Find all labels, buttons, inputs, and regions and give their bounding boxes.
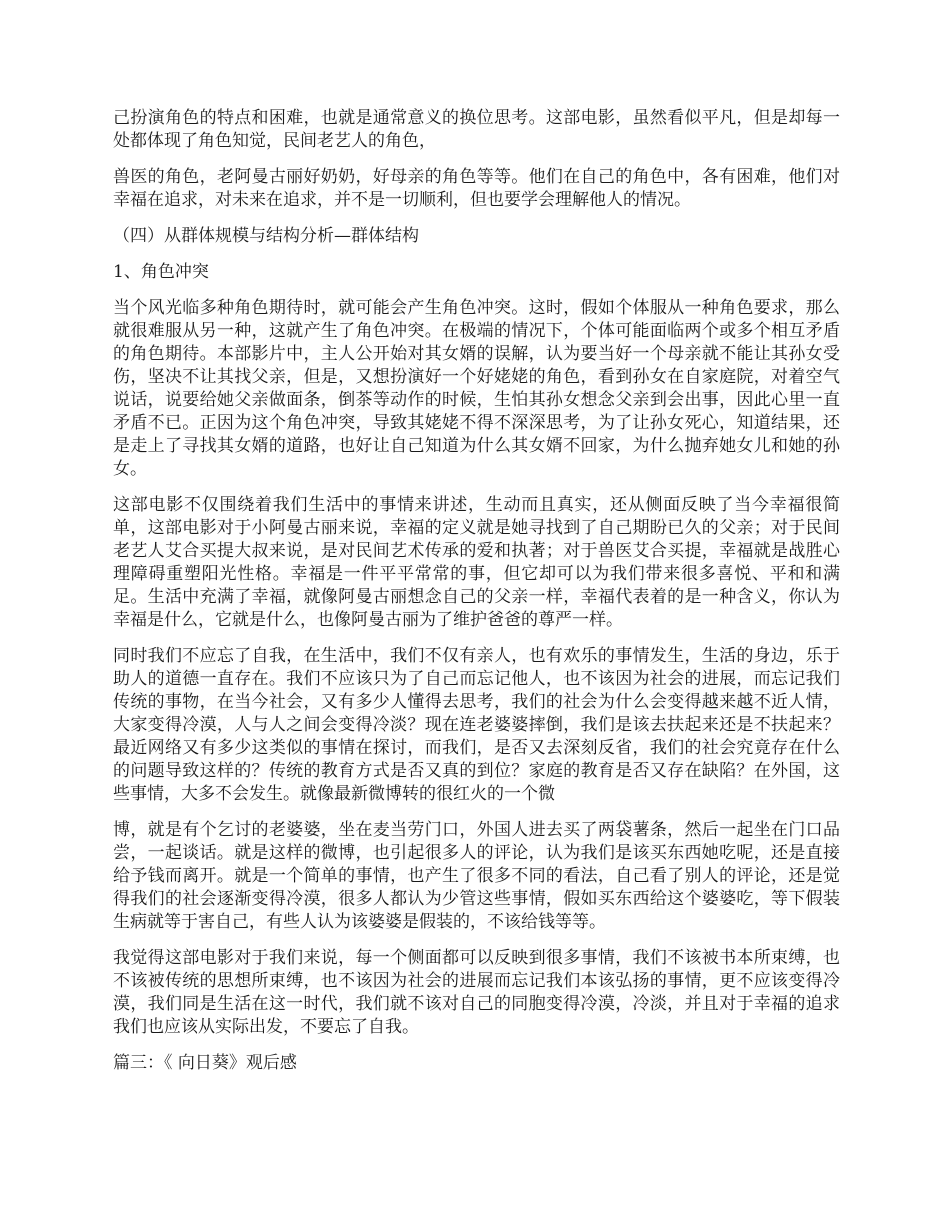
paragraph-conclusion: 我觉得这部电影对于我们来说，每一个侧面都可以反映到很多事情，我们不该被书本所束缚，也不该被传统的思想所束缚，也不该因为社会的进展而忘记我们本该弘扬的事情，更不应该变得冷漠，我们同是生活在这一时代，我们就不该对自己的同胞变得冷漠，冷淡，并且对于幸福的追求我们也应该从实际出发，不要忘了自我。 bbox=[113, 948, 840, 1037]
chapter-heading-sunflower: 篇三：《 向日葵》观后感 bbox=[113, 1053, 297, 1073]
paragraph-self: 同时我们不应忘了自我，在生活中，我们不仅有亲人，也有欢乐的事情发生，生活的身边，乐于助人的道德一直存在。我们不应该只为了自己而忘记他人，也不该因为社会的进展，而忘记我们传统的事物，在当今社会，又有多少人懂得去思考，我们的社会为什么会变得越来越不近人情，大家变得冷漠，人与人之间会变得冷淡？现在连老婆婆摔倒，我们是该去扶起来还是不扶起来？最近网络又有多少这类似的事情在探讨，而我们，是否又去深刻反省，我们的社会究竟存在什么的问题导致这样的？传统的教育方式是否又真的到位？家庭的教育是否又存在缺陷？在外国，这些事情，大多不会发生。就像最新微博转的很红火的一个微 bbox=[113, 646, 840, 804]
subheading-role-conflict: 1、角色冲突 bbox=[113, 262, 209, 282]
section-heading-group-structure: （四）从群体规模与结构分析—群体结构 bbox=[113, 226, 419, 246]
paragraph-weibo: 博，就是有个乞讨的老婆婆，坐在麦当劳门口，外国人进去买了两袋薯条，然后一起坐在门口品尝，一起谈话。就是这样的微博，也引起很多人的评论，认为我们是该买东西她吃呢，还是直接给予钱而离开。就是一个简单的事情，也产生了很多不同的看法，自己看了别人的评论，还是觉得我们的社会逐渐变得冷漠，很多人都认为少管这些事情，假如买东西给这个婆婆吃，等下假装生病就等于害自己，有些人认为该婆婆是假装的，不该给钱等等。 bbox=[113, 820, 840, 932]
paragraph-role-perception: 己扮演角色的特点和困难，也就是通常意义的换位思考。这部电影，虽然看似平凡，但是却每一处都体现了角色知觉，民间老艺人的角色， bbox=[113, 108, 840, 151]
paragraph-roles-difficulties: 兽医的角色，老阿曼古丽好奶奶，好母亲的角色等等。他们在自己的角色中，各有困难，他们对幸福在追求，对未来在追求，并不是一切顺利，但也要学会理解他人的情况。 bbox=[113, 167, 840, 210]
paragraph-role-conflict: 当个风光临多种角色期待时，就可能会产生角色冲突。这时，假如个体服从一种角色要求，那么就很难服从另一种，这就产生了角色冲突。在极端的情况下，个体可能面临两个或多个相互矛盾的角色期待。本部影片中，主人公开始对其女婿的误解，认为要当好一个母亲就不能让其孙女受伤，坚决不让其找父亲，但是，又想扮演好一个好姥姥的角色，看到孙女在自家庭院，对着空气说话，说要给她父亲做面条，倒茶等动作的时候，生怕其孙女想念父亲到会出事，因此心里一直矛盾不已。正因为这个角色冲突，导致其姥姥不得不深深思考，为了让孙女死心，知道结果，还是走上了寻找其女婿的道路，也好让自己知道为什么其女婿不回家，为什么抛弃她女儿和她的孙女。 bbox=[113, 298, 840, 479]
paragraph-happiness: 这部电影不仅围绕着我们生活中的事情来讲述，生动而且真实，还从侧面反映了当今幸福很简单，这部电影对于小阿曼古丽来说，幸福的定义就是她寻找到了自己期盼已久的父亲；对于民间老艺人艾合买提大叔来说，是对民间艺术传承的爱和执著；对于兽医艾合买提，幸福就是战胜心理障碍重塑阳光性格。幸福是一件平平常常的事，但它却可以为我们带来很多喜悦、平和和满足。生活中充满了幸福，就像阿曼古丽想念自己的父亲一样，幸福代表着的是一种含义，你认为幸福是什么，它就是什么，也像阿曼古丽为了维护爸爸的尊严一样。 bbox=[113, 495, 840, 630]
document-page bbox=[113, 107, 840, 1088]
